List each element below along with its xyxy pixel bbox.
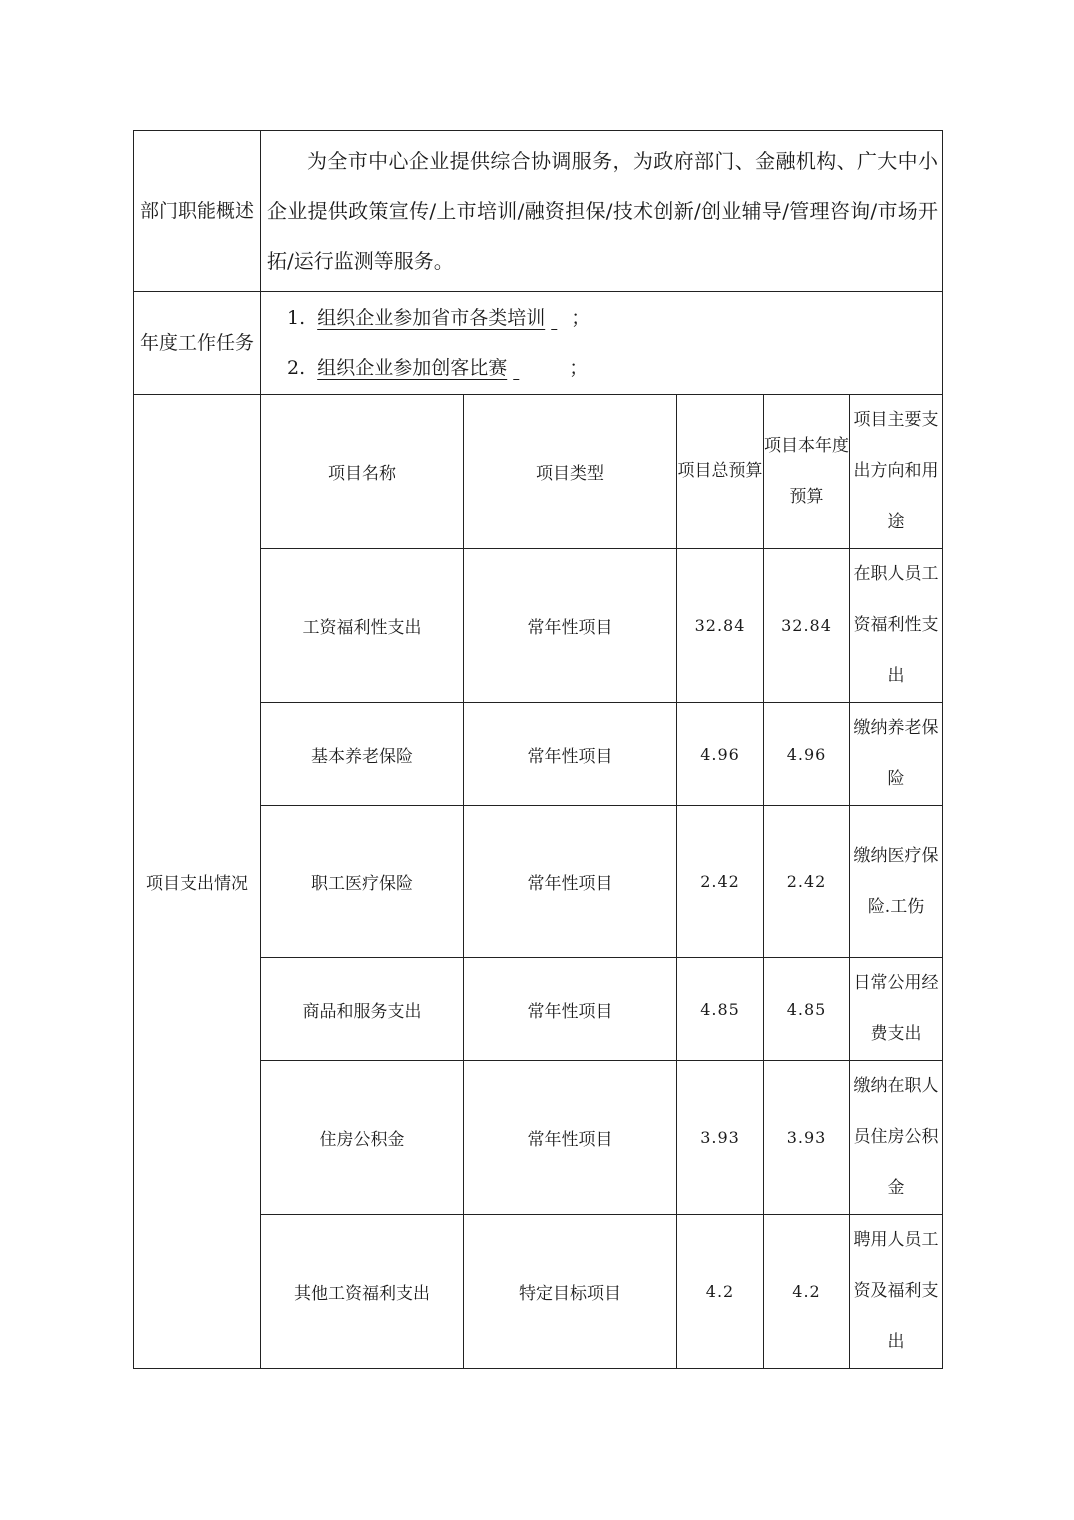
row-name: 职工医疗保险 xyxy=(261,806,464,958)
dept-function-row xyxy=(134,131,943,292)
header-name: 项目名称 xyxy=(261,395,464,549)
row-name: 住房公积金 xyxy=(261,1061,464,1215)
row-purpose: 在职人员工资福利性支出 xyxy=(850,549,943,703)
row-type: 常年性项目 xyxy=(464,549,677,703)
row-name: 工资福利性支出 xyxy=(261,549,464,703)
task-end: ； xyxy=(571,307,591,329)
row-year: 4.85 xyxy=(764,958,850,1061)
row-year: 4.96 xyxy=(764,703,850,806)
expense-header-row xyxy=(134,395,943,549)
row-type: 常年性项目 xyxy=(464,806,677,958)
header-total-budget: 项目总预算 xyxy=(677,395,764,549)
row-year: 2.42 xyxy=(764,806,850,958)
header-type: 项目类型 xyxy=(464,395,677,549)
budget-table xyxy=(133,130,943,1369)
row-purpose: 日常公用经费支出 xyxy=(850,958,943,1061)
dept-function-text: 为全市中心企业提供综合协调服务，为政府部门、金融机构、广大中小企业提供政策宣传/上市培训/融资担保/技术创新/创业辅导/管理咨询/市场开拓/运行监测等服务。 xyxy=(261,131,943,292)
task-end: ； xyxy=(569,357,589,379)
header-purpose: 项目主要支出方向和用途 xyxy=(850,395,943,549)
row-purpose: 缴纳医疗保险.工伤 xyxy=(850,806,943,958)
row-type: 常年性项目 xyxy=(464,1061,677,1215)
header-year-budget: 项目本年度预算 xyxy=(764,395,850,549)
row-year: 32.84 xyxy=(764,549,850,703)
row-type: 特定目标项目 xyxy=(464,1215,677,1369)
task-number: 2. xyxy=(287,357,306,379)
row-year: 4.2 xyxy=(764,1215,850,1369)
row-type: 常年性项目 xyxy=(464,958,677,1061)
row-name: 基本养老保险 xyxy=(261,703,464,806)
row-name: 商品和服务支出 xyxy=(261,958,464,1061)
row-name: 其他工资福利支出 xyxy=(261,1215,464,1369)
task-text: 组织企业参加省市各类培训 xyxy=(317,307,546,329)
row-type: 常年性项目 xyxy=(464,703,677,806)
row-purpose: 聘用人员工资及福利支出 xyxy=(850,1215,943,1369)
annual-tasks-list xyxy=(261,292,943,395)
row-purpose: 缴纳养老保险 xyxy=(850,703,943,806)
project-expenses-label: 项目支出情况 xyxy=(134,395,261,1369)
row-total: 4.85 xyxy=(677,958,764,1061)
row-total: 4.96 xyxy=(677,703,764,806)
task-number: 1. xyxy=(287,307,306,329)
row-year: 3.93 xyxy=(764,1061,850,1215)
annual-tasks-label: 年度工作任务 xyxy=(134,292,261,395)
task-text: 组织企业参加创客比赛 xyxy=(317,357,508,379)
task-item xyxy=(287,343,942,393)
annual-tasks-row xyxy=(134,292,943,395)
row-total: 4.2 xyxy=(677,1215,764,1369)
row-total: 3.93 xyxy=(677,1061,764,1215)
row-purpose: 缴纳在职人员住房公积金 xyxy=(850,1061,943,1215)
task-item xyxy=(287,293,942,343)
dept-function-label: 部门职能概述 xyxy=(134,131,261,292)
row-total: 2.42 xyxy=(677,806,764,958)
row-total: 32.84 xyxy=(677,549,764,703)
